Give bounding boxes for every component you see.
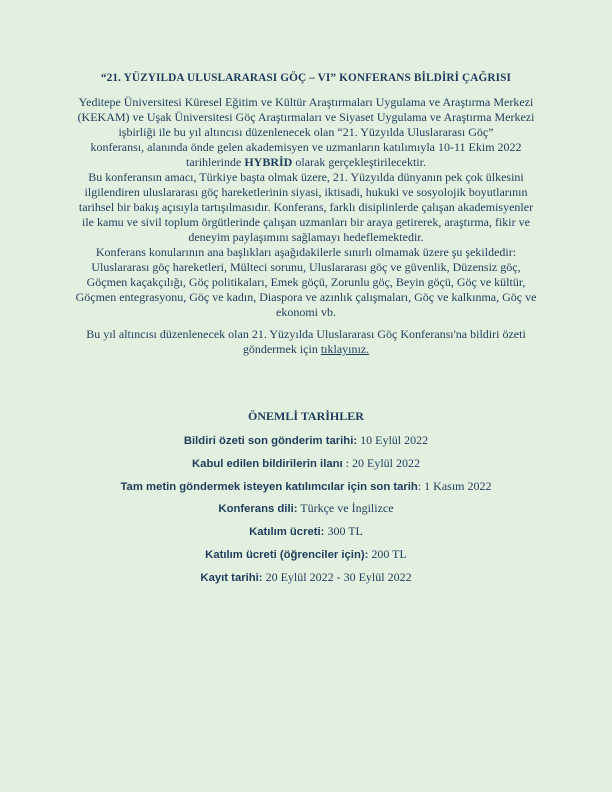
date-row <box>0 570 612 593</box>
date-value: Türkçe ve İngilizce <box>297 501 394 516</box>
date-value: 20 Eylül 2022 - 30 Eylül 2022 <box>262 569 412 584</box>
text-line: Bu konferansın amacı, Türkiye başta olmak üzere, 21. Yüzyılda dünyanın pek çok ülkesini <box>88 170 524 184</box>
text-line: ile kamu ve sivil toplum örgütlerinde çalışan uzmanları bir araya getirerek, araştırma, fikir ve <box>82 215 530 229</box>
text-line: deneyim paylaşımını sağlamayı hedeflemektedir. <box>188 230 424 244</box>
date-value: 200 TL <box>368 546 407 561</box>
text-line: (KEKAM) ve Uşak Üniversitesi Göç Araştırmaları ve Siyaset Uygulama ve Araştırma Merkezi <box>77 110 535 124</box>
date-value: 300 TL <box>324 524 363 539</box>
submit-abstract-link[interactable]: tıklayınız. <box>320 342 370 356</box>
intro-paragraph <box>66 95 546 170</box>
text-line: Uluslararası göç hareketleri, Mülteci sorunu, Uluslararası göç ve güvenlik, Düzensiz göç, <box>91 260 521 274</box>
date-row <box>0 456 612 479</box>
text-line: tarihlerinde <box>186 155 245 169</box>
text-line: Göçmen entegrasyonu, Göç ve kadın, Diaspora ve azınlık çalışmaları, Göç ve kalkınma, Göç ve <box>75 290 537 304</box>
important-dates-list <box>0 433 612 593</box>
call-text <box>66 95 546 357</box>
hybrid-emphasis: HYBRİD <box>244 155 293 169</box>
cta-paragraph <box>66 327 546 357</box>
date-label: Katılım ücreti: <box>249 526 325 539</box>
date-value: : 1 Kasım 2022 <box>417 478 492 493</box>
date-row <box>0 524 612 547</box>
date-label: Katılım ücreti (öğrenciler için): <box>205 548 369 561</box>
page-title: “21. YÜZYILDA ULUSLARARASI GÖÇ – VI” KONFERANS BİLDİRİ ÇAĞRISI <box>100 72 512 84</box>
date-value: 10 Eylül 2022 <box>357 433 429 447</box>
text-line: Bu yıl altıncısı düzenlenecek olan 21. Yüzyılda Uluslararası Göç Konferansı'na bildiri özeti <box>86 327 526 341</box>
text-line: olarak gerçekleştirilecektir. <box>292 155 426 169</box>
topics-paragraph <box>66 245 546 320</box>
date-row <box>0 433 612 456</box>
date-label: Tam metin göndermek isteyen katılımcılar için son tarih <box>120 480 418 493</box>
text-line: göndermek için <box>242 342 321 356</box>
text-line: Yeditepe Üniversitesi Küresel Eğitim ve Kültür Araştırmaları Uygulama ve Araştırma Merkezi <box>78 95 534 109</box>
text-line: Göçmen kaçakçılığı, Göç politikaları, Emek göçü, Zorunlu göç, Beyin göçü, Göç ve kültür, <box>86 275 526 289</box>
text-line: tarihsel bir bakış açısıyla tartışılmasıdır. Konferans, farklı disiplinlerde çalışan akademisyenler <box>78 200 534 214</box>
date-label: Kayıt tarihi: <box>200 571 263 584</box>
text-line: ekonomi vb. <box>276 305 336 319</box>
text-line: konferansı, alanında önde gelen akademisyen ve uzmanların katılımıyla 10-11 Ekim 2022 <box>90 140 522 154</box>
text-line: Konferans konularının ana başlıkları aşağıdakilerle sınırlı olmamak üzere şu şekildedir: <box>95 245 517 259</box>
date-label: Bildiri özeti son gönderim tarihi: <box>183 435 358 447</box>
date-value: : 20 Eylül 2022 <box>342 455 420 470</box>
date-row <box>0 479 612 502</box>
text-line: ilgilendiren uluslararası göç hareketlerinin siyasi, iktisadi, hukuki ve sosyolojik boyutlarının <box>84 185 528 199</box>
date-row <box>0 501 612 524</box>
text-line: işbirliği ile bu yıl altıncısı düzenlenecek olan “21. Yüzyılda Uluslararası Göç” <box>118 125 494 139</box>
aim-paragraph <box>66 170 546 245</box>
date-label: Konferans dili: <box>218 503 298 516</box>
date-row <box>0 547 612 570</box>
important-dates-heading: ÖNEMLİ TARİHLER <box>248 409 364 423</box>
date-label: Kabul edilen bildirilerin ilanı <box>192 457 343 470</box>
